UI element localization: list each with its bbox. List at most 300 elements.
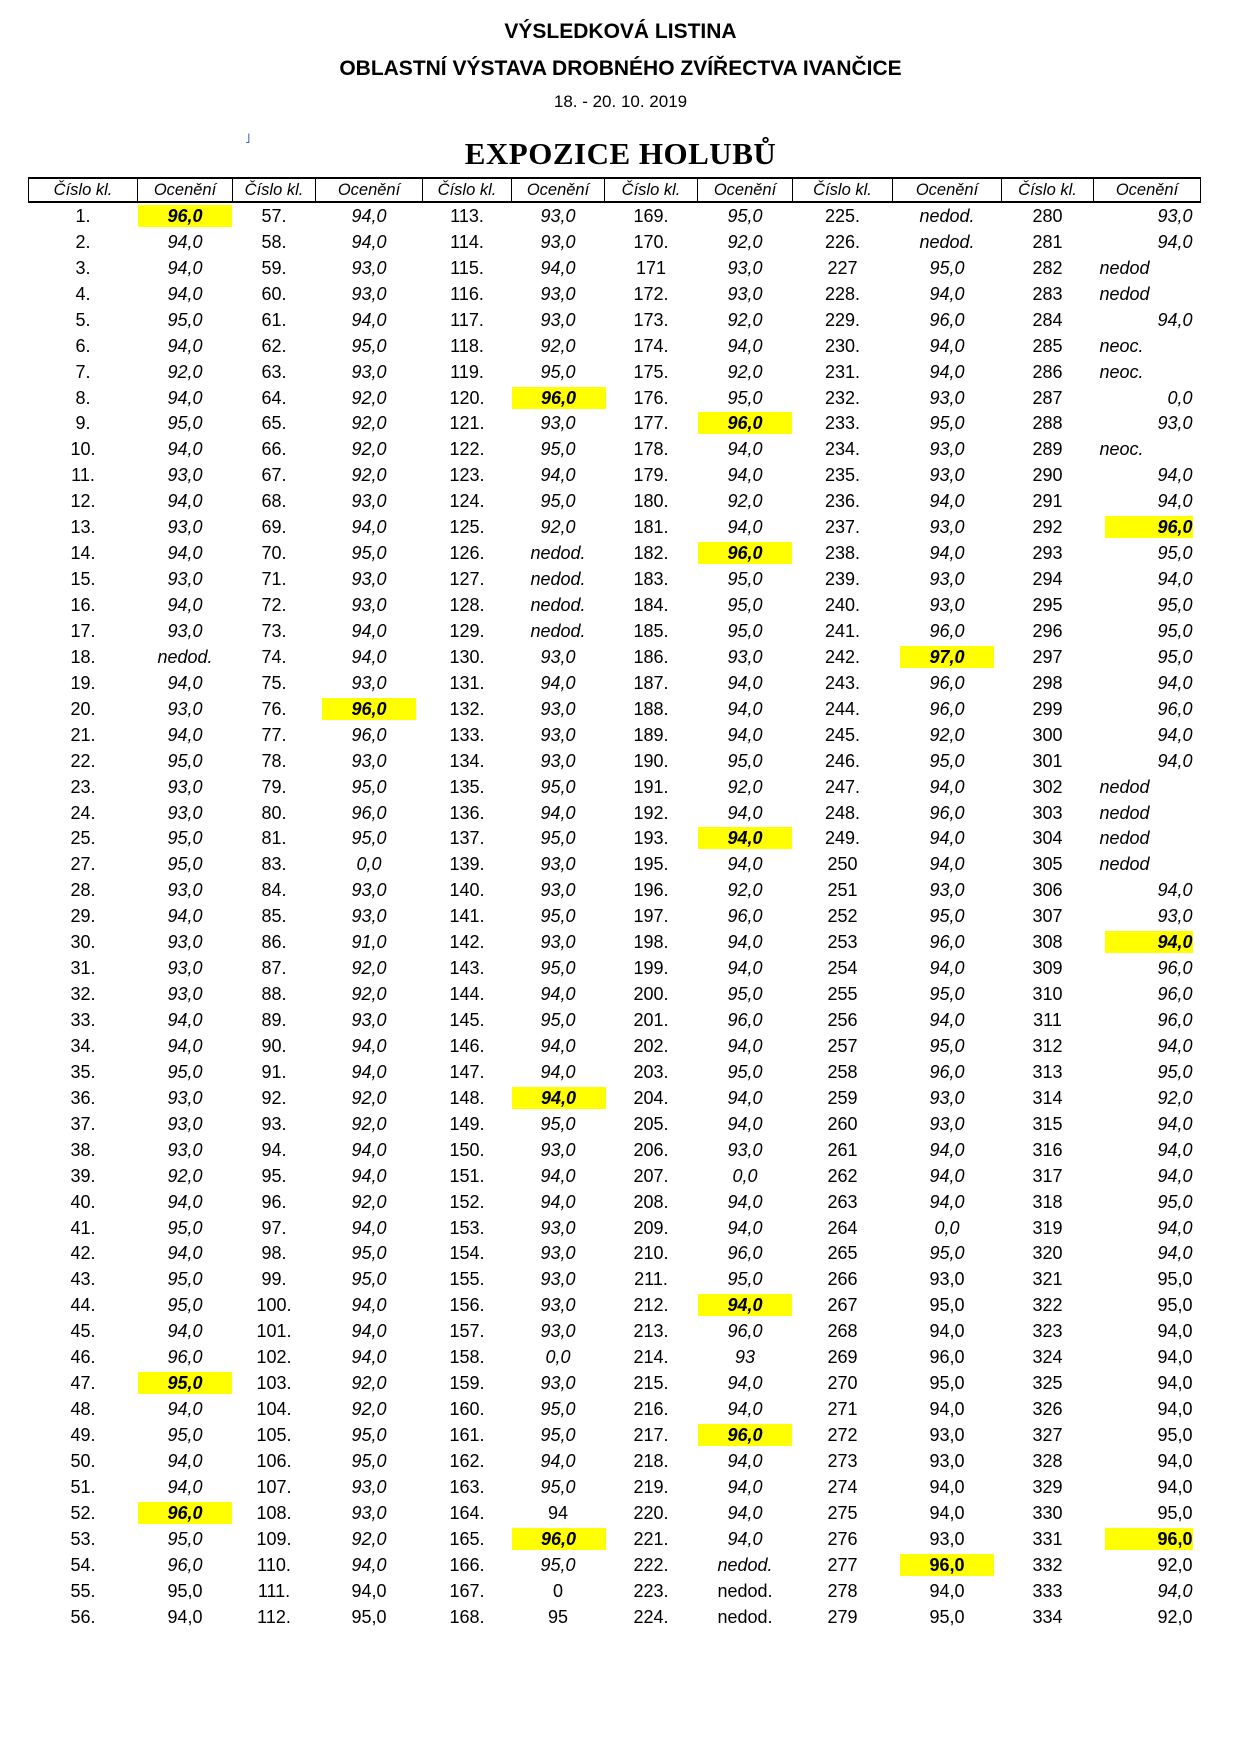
class-number-cell: 332 [1032,1554,1063,1575]
class-number-cell: 49. [70,1425,96,1446]
rating-cell: 94 [547,1502,569,1523]
rating-cell: 93,0 [727,283,763,304]
table-row [29,1241,1201,1267]
rating-cell: 94,0 [1157,1321,1193,1342]
rating-cell: 96,0 [929,309,965,330]
column-header-class-number: Číslo kl. [1002,178,1094,202]
table-row [29,826,1201,852]
class-number-cell: 83. [261,854,287,875]
class-number-cell: 191. [633,776,669,797]
rating-cell: 95,0 [167,1528,203,1549]
rating-cell: nedod. [717,1554,773,1575]
class-number-cell: 307 [1032,906,1063,927]
highlighted-rating: 94,0 [512,1087,606,1109]
class-number-cell: 114. [450,231,484,252]
rating-cell: 94,0 [1157,1217,1193,1238]
class-number-cell: 89. [261,1010,287,1031]
rating-cell: 94,0 [929,828,965,849]
table-row [29,281,1201,307]
class-number-cell: 157. [449,1321,485,1342]
rating-cell: 94,0 [351,1554,387,1575]
rating-cell: 93,0 [540,854,576,875]
class-number-cell: 9. [75,413,91,434]
rating-cell [316,696,423,722]
rating-cell: 95,0 [540,1010,576,1031]
rating-cell: 94,0 [727,932,763,953]
table-row [29,774,1201,800]
class-number-cell: 121. [449,413,485,434]
class-number-cell: 182. [633,543,669,564]
rating-cell: 93,0 [167,517,203,538]
column-header-class-number: Číslo kl. [233,178,316,202]
table-row [29,411,1201,437]
class-number-cell: 21. [70,724,96,745]
rating-cell: 95,0 [727,387,763,408]
class-number-cell: 322 [1032,1295,1063,1316]
class-number-cell: 154. [449,1243,485,1264]
rating-cell: 96,0 [929,802,965,823]
rating-cell: 94,0 [1157,672,1193,693]
class-number-cell: 239. [824,569,861,590]
rating-cell: 94,0 [727,672,763,693]
rating-cell: neoc. [1099,439,1144,460]
table-row [29,1474,1201,1500]
class-number-cell: 176. [633,387,669,408]
rating-cell: nedod. [919,231,975,252]
class-number-cell: 143. [449,958,485,979]
class-number-cell: 145. [449,1010,485,1031]
rating-cell: 93,0 [167,932,203,953]
class-number-cell: 267 [827,1295,858,1316]
rating-cell: 94,0 [351,1165,387,1186]
class-number-cell: 263 [827,1191,858,1212]
rating-cell: 94,0 [351,1347,387,1368]
rating-cell: 93,0 [540,698,576,719]
rating-cell: 95,0 [540,1476,576,1497]
class-number-cell: 184. [633,595,669,616]
rating-cell: 95,0 [540,958,576,979]
rating-cell: 95,0 [1157,1502,1193,1523]
class-number-cell: 35. [70,1061,96,1082]
class-number-cell: 62. [261,335,287,356]
rating-cell: 93,0 [929,1425,965,1446]
rating-cell: 94,0 [929,1502,965,1523]
column-header-rating: Ocenění [893,178,1002,202]
class-number-cell: 201. [633,1010,669,1031]
rating-cell: 95,0 [167,309,203,330]
rating-cell: 93,0 [540,1269,576,1290]
class-number-cell: 288 [1032,413,1063,434]
class-number-cell: 159. [449,1373,485,1394]
rating-cell: 95,0 [929,1295,965,1316]
rating-cell: 94,0 [167,1321,203,1342]
class-number-cell: 140. [449,880,485,901]
column-header-class-number: Číslo kl. [793,178,893,202]
class-number-cell: 91. [261,1061,287,1082]
rating-cell: 93,0 [167,698,203,719]
class-number-cell: 188. [633,698,669,719]
rating-cell: 95,0 [540,491,576,512]
rating-cell: 93,0 [540,1321,576,1342]
class-number-cell: 132. [449,698,485,719]
rating-cell: 92,0 [1157,1554,1193,1575]
rating-cell: 94,0 [929,1139,965,1160]
class-number-cell: 80. [261,802,287,823]
class-number-cell: 155. [449,1269,485,1290]
class-number-cell: 296 [1032,620,1063,641]
rating-cell: 94,0 [167,906,203,927]
rating-cell: 95,0 [727,205,763,226]
rating-cell [698,826,793,852]
rating-cell [698,1292,793,1318]
class-number-cell: 45. [70,1321,96,1342]
rating-cell: 93,0 [929,465,965,486]
rating-cell: 95,0 [1157,1295,1193,1316]
class-number-cell: 171 [635,257,667,278]
rating-cell: 95,0 [929,1243,965,1264]
class-number-cell: 210. [633,1243,669,1264]
class-number-cell: 282 [1032,257,1063,278]
rating-cell: 92,0 [351,1113,387,1134]
highlighted-rating: 96,0 [900,1554,994,1576]
rating-cell: 93,0 [727,257,763,278]
class-number-cell: 254 [827,958,858,979]
rating-cell: 92,0 [351,958,387,979]
rating-cell: 94,0 [929,854,965,875]
table-row [29,1189,1201,1215]
rating-cell: 94,0 [929,1165,965,1186]
rating-cell: 93,0 [351,491,387,512]
class-number-cell: 270 [827,1373,858,1394]
rating-cell: 96,0 [1157,958,1193,979]
class-number-cell: 88. [261,984,287,1005]
class-number-cell: 308 [1032,932,1063,953]
class-number-cell: 313 [1032,1061,1063,1082]
rating-cell: 93,0 [929,387,965,408]
rating-cell [138,202,233,229]
class-number-cell: 112. [257,1606,291,1627]
highlighted-rating: 97,0 [900,646,994,668]
class-number-cell: 116. [450,283,484,304]
rating-cell: 94,0 [727,1373,763,1394]
class-number-cell: 289 [1032,439,1063,460]
class-number-cell: 12. [70,491,96,512]
rating-cell: 94,0 [351,1139,387,1160]
table-row [29,618,1201,644]
class-number-cell: 164. [449,1502,485,1523]
rating-cell: 92,0 [351,984,387,1005]
class-number-cell: 190. [633,750,669,771]
rating-cell: 95,0 [1157,1269,1193,1290]
rating-cell: 94,0 [929,361,965,382]
rating-cell: 93 [734,1347,756,1368]
rating-cell: 95,0 [929,413,965,434]
rating-cell: 94,0 [167,231,203,252]
highlighted-rating: 96,0 [698,542,792,564]
rating-cell: 95,0 [540,1554,576,1575]
class-number-cell: 211. [634,1269,668,1290]
class-number-cell: 249. [824,828,861,849]
class-number-cell: 248. [824,802,861,823]
class-number-cell: 204. [633,1087,669,1108]
rating-cell: 94,0 [929,958,965,979]
highlighted-rating: 96,0 [138,205,232,227]
rating-cell: 93,0 [167,958,203,979]
rating-cell [512,1526,605,1552]
rating-cell: 93,0 [351,1476,387,1497]
table-body [29,202,1201,1630]
rating-cell: 96,0 [727,906,763,927]
rating-cell: 95,0 [929,984,965,1005]
rating-cell: 95,0 [727,750,763,771]
rating-cell: 93,0 [727,646,763,667]
document-subtitle: OBLASTNÍ VÝSTAVA DROBNÉHO ZVÍŘECTVA IVANČICE [339,57,902,80]
rating-cell: 93,0 [1157,906,1193,927]
class-number-cell: 146. [449,1035,485,1056]
rating-cell: 95,0 [727,620,763,641]
class-number-cell: 300 [1032,724,1063,745]
table-row [29,488,1201,514]
rating-cell: 93,0 [929,439,965,460]
class-number-cell: 242. [824,646,861,667]
rating-cell: 95,0 [167,413,203,434]
rating-cell [1094,929,1201,955]
table-row [29,1370,1201,1396]
rating-cell: 94,0 [167,1191,203,1212]
rating-cell: 94,0 [929,776,965,797]
class-number-cell: 55. [70,1580,96,1601]
class-number-cell: 147. [449,1061,485,1082]
table-row [29,748,1201,774]
table-row [29,255,1201,281]
class-number-cell: 85. [261,906,287,927]
rating-cell: 93,0 [540,1295,576,1316]
class-number-cell: 90. [261,1035,287,1056]
class-number-cell: 28. [70,880,96,901]
class-number-cell: 27. [70,854,96,875]
class-number-cell: 52. [70,1502,96,1523]
rating-cell: nedod [1099,776,1150,797]
class-number-cell: 168. [449,1606,485,1627]
table-row [29,385,1201,411]
class-number-cell: 202. [633,1035,669,1056]
corner-mark-icon: ˩ [245,130,251,146]
class-number-cell: 325 [1032,1373,1063,1394]
class-number-cell: 178. [633,439,669,460]
rating-cell: 94,0 [351,646,387,667]
rating-cell: 0,0 [1167,387,1193,408]
rating-cell: 92,0 [1157,1087,1193,1108]
class-number-cell: 76. [261,698,287,719]
table-row [29,592,1201,618]
table-row [29,1578,1201,1604]
class-number-cell: 205. [633,1113,669,1134]
rating-cell: 94,0 [351,517,387,538]
class-number-cell: 179. [633,465,669,486]
class-number-cell: 329 [1032,1476,1063,1497]
rating-cell: 94,0 [351,231,387,252]
highlighted-rating: 94,0 [698,827,792,849]
class-number-cell: 241. [824,620,861,641]
rating-cell: 93,0 [167,802,203,823]
class-number-cell: 103. [256,1373,292,1394]
class-number-cell: 78. [261,750,287,771]
rating-cell: 92,0 [351,1191,387,1212]
rating-cell: 94,0 [1157,724,1193,745]
rating-cell: nedod [1099,854,1150,875]
table-row [29,1604,1201,1630]
rating-cell: 93,0 [540,932,576,953]
class-number-cell: 166. [449,1554,485,1575]
class-number-cell: 125. [449,517,485,538]
rating-cell: 93,0 [167,620,203,641]
table-row [29,540,1201,566]
class-number-cell: 165. [449,1528,485,1549]
class-number-cell: 72. [261,595,287,616]
class-number-cell: 199. [633,958,669,979]
class-number-cell: 230. [824,335,861,356]
class-number-cell: 305 [1032,854,1063,875]
class-number-cell: 151. [449,1165,485,1186]
rating-cell: 94,0 [540,672,576,693]
class-number-cell: 293 [1032,543,1063,564]
class-number-cell: 96. [261,1191,287,1212]
class-number-cell: 286 [1032,361,1063,382]
class-number-cell: 14. [70,543,96,564]
class-number-cell: 149. [449,1113,485,1134]
rating-cell: 94,0 [167,387,203,408]
table-row [29,333,1201,359]
rating-cell: neoc. [1099,335,1144,356]
column-header-class-number: Číslo kl. [423,178,512,202]
rating-cell: 95,0 [1157,1425,1193,1446]
rating-cell: 93,0 [540,1243,576,1264]
class-number-cell: 310 [1032,984,1063,1005]
class-number-cell: 277 [827,1554,858,1575]
class-number-cell: 209. [633,1217,669,1238]
class-number-cell: 330 [1032,1502,1063,1523]
rating-cell: 95,0 [540,361,576,382]
class-number-cell: 102. [256,1347,292,1368]
class-number-cell: 70. [261,543,287,564]
column-header-rating: Ocenění [698,178,793,202]
rating-cell: 93,0 [540,309,576,330]
class-number-cell: 256 [827,1010,858,1031]
rating-cell [698,540,793,566]
class-number-cell: 59. [261,257,287,278]
class-number-cell: 233. [824,413,861,434]
class-number-cell: 226. [824,231,861,252]
class-number-cell: 93. [261,1113,287,1134]
rating-cell: 93,0 [351,257,387,278]
rating-cell: 95,0 [727,1061,763,1082]
rating-cell: 93,0 [540,646,576,667]
class-number-cell: 130. [449,646,485,667]
rating-cell: 94,0 [1157,880,1193,901]
class-number-cell: 328 [1032,1450,1063,1471]
class-number-cell: 153. [449,1217,485,1238]
rating-cell: 94,0 [1157,309,1193,330]
rating-cell: 94,0 [727,465,763,486]
class-number-cell: 259 [827,1087,858,1108]
rating-cell: 95,0 [351,543,387,564]
rating-cell: 94,0 [351,1295,387,1316]
class-number-cell: 287 [1032,387,1063,408]
rating-cell: 96,0 [727,1243,763,1264]
rating-cell: 93,0 [351,569,387,590]
class-number-cell: 236. [824,491,861,512]
rating-cell: 93,0 [929,880,965,901]
table-row [29,1552,1201,1578]
class-number-cell: 139. [449,854,485,875]
class-number-cell: 67. [261,465,287,486]
class-number-cell: 108. [256,1502,292,1523]
rating-cell: 95,0 [540,1425,576,1446]
rating-cell: 94,0 [929,1321,965,1342]
class-number-cell: 183. [633,569,669,590]
rating-cell: 92,0 [351,1528,387,1549]
rating-cell: 93,0 [727,1139,763,1160]
class-number-cell: 207. [633,1165,669,1186]
rating-cell: 92,0 [727,880,763,901]
table-row [29,1422,1201,1448]
class-number-cell: 33. [70,1010,96,1031]
table-row [29,696,1201,722]
class-number-cell: 129. [449,620,485,641]
class-number-cell: 16. [70,595,96,616]
table-row [29,1215,1201,1241]
class-number-cell: 95. [261,1165,287,1186]
table-row [29,851,1201,877]
rating-cell: 94,0 [929,543,965,564]
rating-cell: 94,0 [167,439,203,460]
class-number-cell: 46. [70,1347,96,1368]
rating-cell: 93,0 [167,776,203,797]
class-number-cell: 294 [1032,569,1063,590]
rating-cell: 95,0 [929,1373,965,1394]
class-number-cell: 92. [261,1087,287,1108]
class-number-cell: 24. [70,802,96,823]
table-row [29,462,1201,488]
rating-cell: 95,0 [929,1606,965,1627]
rating-cell: 94,0 [167,1399,203,1420]
rating-cell: 94,0 [167,1010,203,1031]
class-number-cell: 104. [256,1399,292,1420]
class-number-cell: 137. [449,828,485,849]
class-number-cell: 323 [1032,1321,1063,1342]
class-number-cell: 264 [827,1217,858,1238]
rating-cell: 96,0 [727,1010,763,1031]
class-number-cell: 221. [633,1528,669,1549]
class-number-cell: 29. [70,906,96,927]
class-number-cell: 314 [1032,1087,1063,1108]
table-row [29,1292,1201,1318]
class-number-cell: 19. [70,672,96,693]
class-number-cell: 127. [449,569,485,590]
rating-cell: 94,0 [167,1035,203,1056]
class-number-cell: 203. [633,1061,669,1082]
class-number-cell: 269 [827,1347,858,1368]
rating-cell: 94,0 [351,1035,387,1056]
rating-cell: 93,0 [929,569,965,590]
section-title: EXPOZICE HOLUBŮ [464,136,777,171]
class-number-cell: 43. [70,1269,96,1290]
rating-cell: 0,0 [545,1347,571,1368]
class-number-cell: 324 [1032,1347,1063,1368]
class-number-cell: 4. [75,283,91,304]
rating-cell: 94,0 [929,1010,965,1031]
class-number-cell: 61. [261,309,287,330]
